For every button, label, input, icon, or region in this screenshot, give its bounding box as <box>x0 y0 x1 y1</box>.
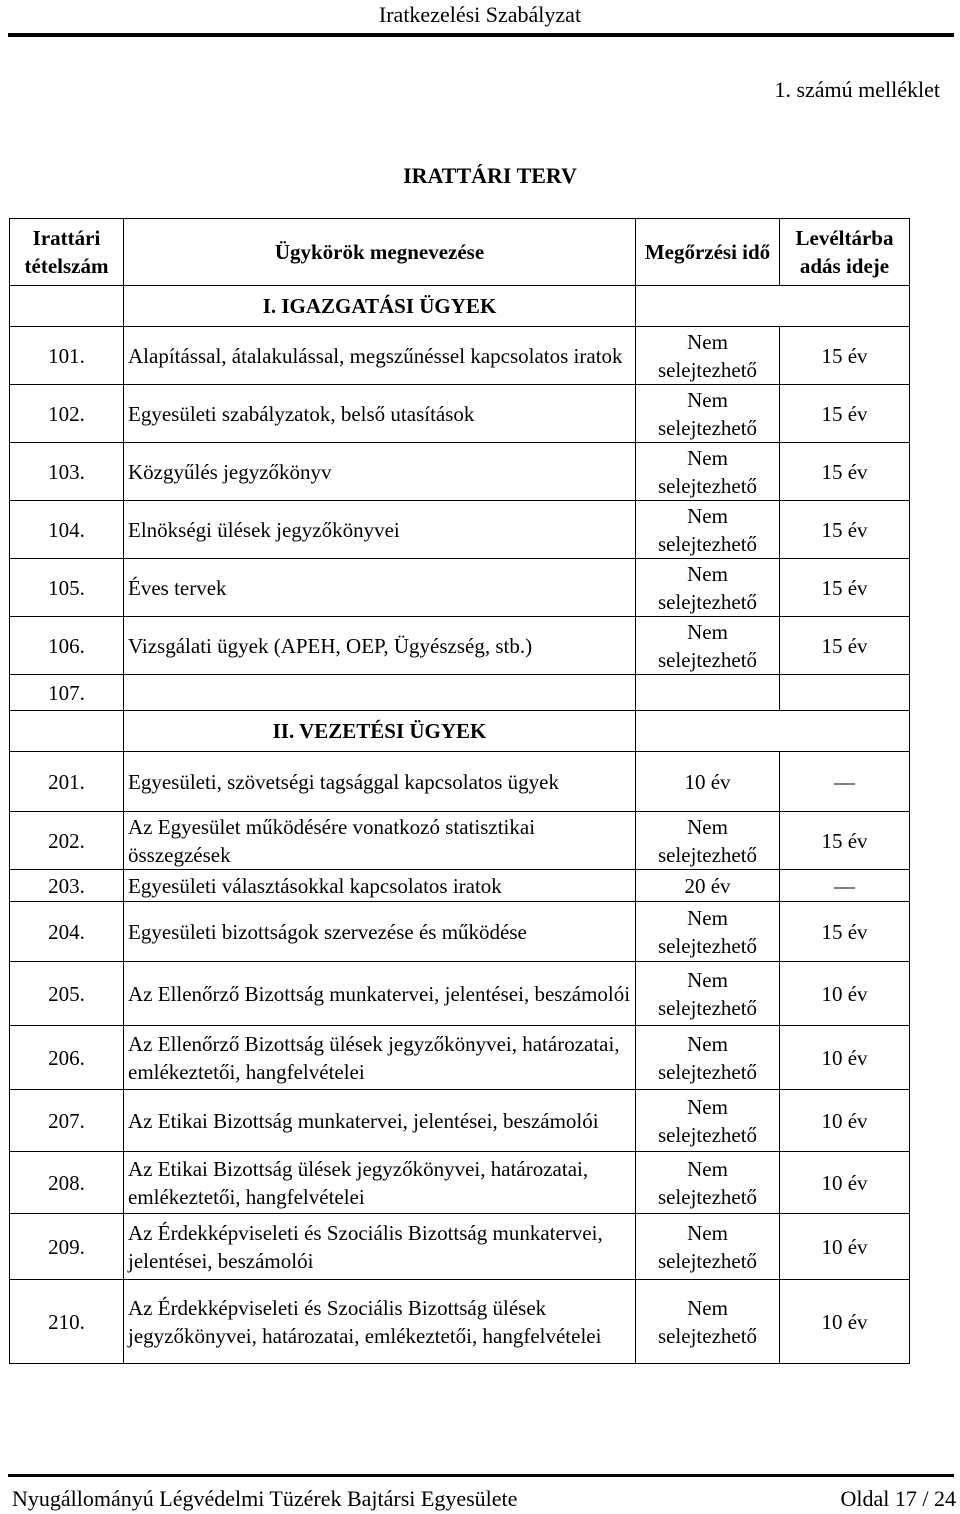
section-spacer <box>10 711 124 752</box>
row-archive: 15 év <box>780 443 910 501</box>
table-row <box>10 675 910 711</box>
annex-label: 1. számú melléklet <box>774 77 940 102</box>
row-code: 101. <box>10 327 124 385</box>
running-header: Iratkezelési Szabályzat <box>378 2 582 27</box>
table-row <box>10 1026 910 1090</box>
row-name: Az Ellenőrző Bizottság ülések jegyzőkönyvei, határozatai, emlékeztetői, hangfelvételei <box>124 1026 636 1090</box>
row-retention: Nem selejtezhető <box>636 617 780 675</box>
row-name: Közgyűlés jegyzőkönyv <box>124 443 636 501</box>
table-row <box>10 559 910 617</box>
row-retention <box>636 675 780 711</box>
row-retention: Nem selejtezhető <box>636 1026 780 1090</box>
table-row <box>10 501 910 559</box>
row-code: 105. <box>10 559 124 617</box>
section-heading: I. IGAZGATÁSI ÜGYEK <box>124 286 636 327</box>
table-row <box>10 443 910 501</box>
row-code: 204. <box>10 902 124 962</box>
row-retention: Nem selejtezhető <box>636 327 780 385</box>
row-name: Az Érdekképviseleti és Szociális Bizottság ülések jegyzőkönyvei, határozatai, emlékeztetői, hangfelvételei <box>124 1280 636 1364</box>
document-title: IRATTÁRI TERV <box>403 163 577 188</box>
row-code: 203. <box>10 870 124 902</box>
row-name: Az Etikai Bizottság munkatervei, jelentései, beszámolói <box>124 1090 636 1152</box>
row-archive: 10 év <box>780 1090 910 1152</box>
row-code: 207. <box>10 1090 124 1152</box>
section-row <box>10 711 910 752</box>
table-row <box>10 902 910 962</box>
row-retention: Nem selejtezhető <box>636 902 780 962</box>
row-name: Vizsgálati ügyek (APEH, OEP, Ügyészség, stb.) <box>124 617 636 675</box>
retention-schedule-table <box>9 218 910 1364</box>
table-row <box>10 1214 910 1280</box>
row-retention: Nem selejtezhető <box>636 1152 780 1214</box>
row-retention: Nem selejtezhető <box>636 1090 780 1152</box>
table-row <box>10 385 910 443</box>
row-name: Az Egyesület működésére vonatkozó statisztikai összegzések <box>124 812 636 870</box>
row-retention: Nem selejtezhető <box>636 501 780 559</box>
row-code: 104. <box>10 501 124 559</box>
row-name: Egyesületi választásokkal kapcsolatos iratok <box>124 870 636 902</box>
table-row <box>10 752 910 812</box>
row-code: 208. <box>10 1152 124 1214</box>
row-retention: Nem selejtezhető <box>636 1214 780 1280</box>
row-retention: Nem selejtezhető <box>636 962 780 1026</box>
row-name: Egyesületi, szövetségi tagsággal kapcsolatos ügyek <box>124 752 636 812</box>
footer-organization: Nyugállományú Légvédelmi Tüzérek Bajtársi Egyesülete <box>12 1486 518 1511</box>
header-rule <box>8 33 954 37</box>
row-retention: Nem selejtezhető <box>636 559 780 617</box>
section-spacer <box>636 711 910 752</box>
row-archive: 15 év <box>780 902 910 962</box>
row-code: 102. <box>10 385 124 443</box>
section-spacer <box>636 286 910 327</box>
row-code: 106. <box>10 617 124 675</box>
row-retention: Nem selejtezhető <box>636 1280 780 1364</box>
row-archive: 15 év <box>780 559 910 617</box>
row-name: Elnökségi ülések jegyzőkönyvei <box>124 501 636 559</box>
row-code: 205. <box>10 962 124 1026</box>
row-archive <box>780 675 910 711</box>
table-row <box>10 327 910 385</box>
row-archive: 15 év <box>780 812 910 870</box>
row-name: Az Érdekképviseleti és Szociális Bizottság munkatervei, jelentései, beszámolói <box>124 1214 636 1280</box>
row-archive: 10 év <box>780 1026 910 1090</box>
page-footer <box>12 1484 956 1514</box>
row-code: 202. <box>10 812 124 870</box>
footer-rule <box>8 1474 954 1477</box>
row-archive: — <box>780 752 910 812</box>
row-retention: 20 év <box>636 870 780 902</box>
row-code: 210. <box>10 1280 124 1364</box>
row-retention: Nem selejtezhető <box>636 443 780 501</box>
row-name <box>124 675 636 711</box>
section-row <box>10 286 910 327</box>
table-row <box>10 812 910 870</box>
row-name: Az Etikai Bizottság ülések jegyzőkönyvei, határozatai, emlékeztetői, hangfelvételei <box>124 1152 636 1214</box>
row-name: Alapítással, átalakulással, megszűnéssel kapcsolatos iratok <box>124 327 636 385</box>
row-code: 206. <box>10 1026 124 1090</box>
row-archive: 10 év <box>780 1152 910 1214</box>
row-name: Az Ellenőrző Bizottság munkatervei, jelentései, beszámolói <box>124 962 636 1026</box>
section-heading: II. VEZETÉSI ÜGYEK <box>124 711 636 752</box>
table-row <box>10 870 910 902</box>
row-code: 201. <box>10 752 124 812</box>
table-row <box>10 1090 910 1152</box>
row-archive: — <box>780 870 910 902</box>
table-row <box>10 617 910 675</box>
row-archive: 10 év <box>780 962 910 1026</box>
row-archive: 15 év <box>780 385 910 443</box>
row-retention: Nem selejtezhető <box>636 385 780 443</box>
table-row <box>10 1280 910 1364</box>
row-archive: 10 év <box>780 1214 910 1280</box>
table-header-row <box>10 219 910 286</box>
row-archive: 15 év <box>780 327 910 385</box>
table-body <box>10 286 910 1364</box>
row-code: 107. <box>10 675 124 711</box>
row-code: 103. <box>10 443 124 501</box>
footer-page-number: Oldal 17 / 24 <box>840 1486 956 1511</box>
col-header-code: Irattári tételszám <box>10 219 124 286</box>
row-name: Egyesületi szabályzatok, belső utasítások <box>124 385 636 443</box>
row-retention: Nem selejtezhető <box>636 812 780 870</box>
row-retention: 10 év <box>636 752 780 812</box>
table-row <box>10 962 910 1026</box>
row-archive: 10 év <box>780 1280 910 1364</box>
col-header-retention: Megőrzési idő <box>636 219 780 286</box>
col-header-archive: Levéltárba adás ideje <box>780 219 910 286</box>
section-spacer <box>10 286 124 327</box>
row-archive: 15 év <box>780 617 910 675</box>
row-name: Egyesületi bizottságok szervezése és működése <box>124 902 636 962</box>
col-header-name: Ügykörök megnevezése <box>124 219 636 286</box>
table-row <box>10 1152 910 1214</box>
row-name: Éves tervek <box>124 559 636 617</box>
row-code: 209. <box>10 1214 124 1280</box>
row-archive: 15 év <box>780 501 910 559</box>
